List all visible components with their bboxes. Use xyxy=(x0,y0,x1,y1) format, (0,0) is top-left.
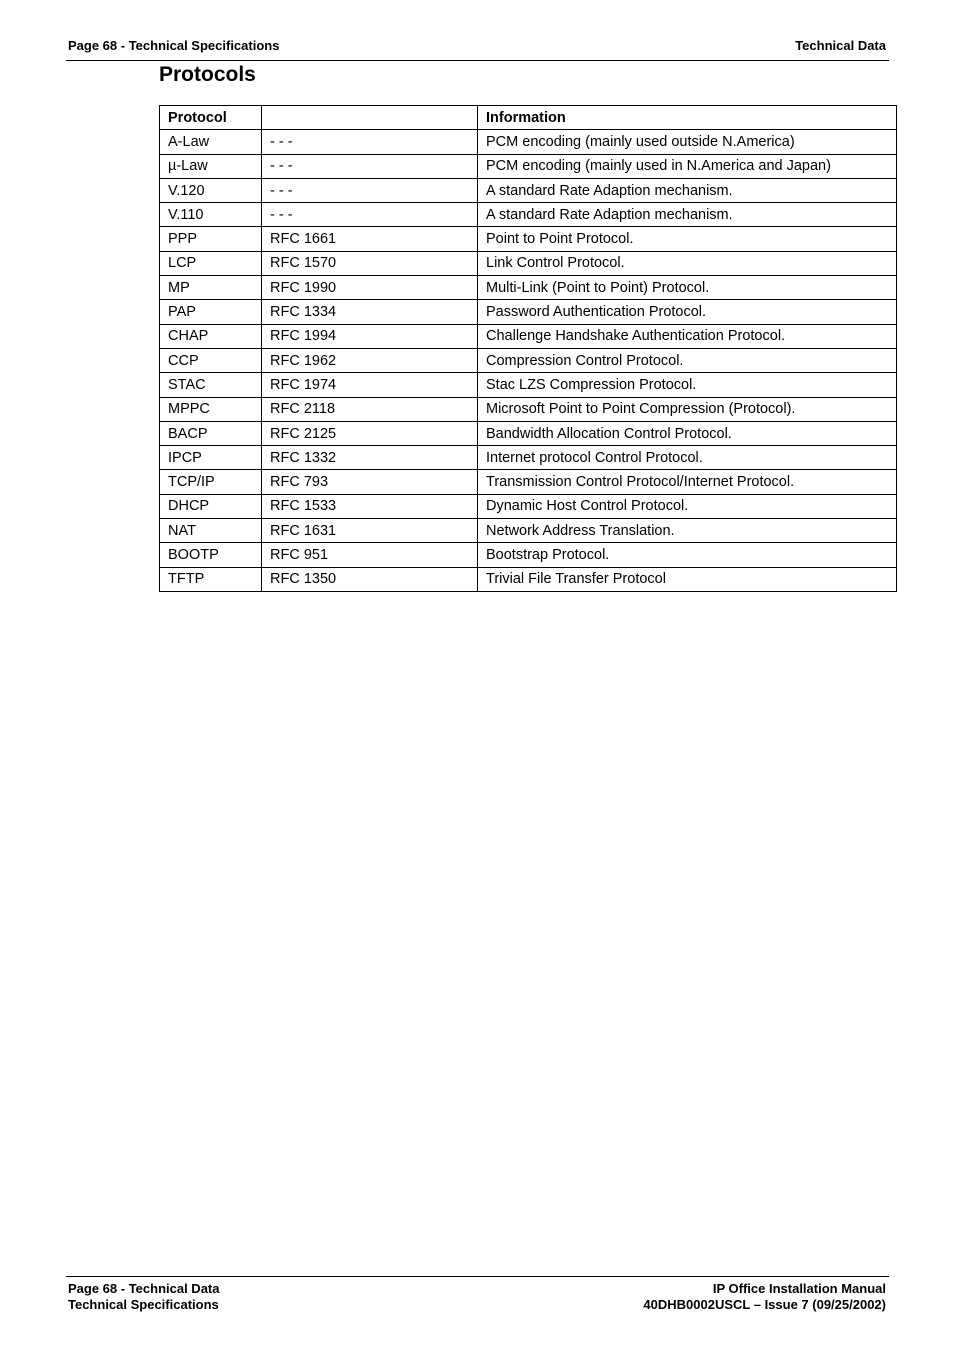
table-row xyxy=(160,227,897,251)
cell-information: Network Address Translation. xyxy=(478,519,897,543)
cell-protocol: MPPC xyxy=(160,397,262,421)
table-row xyxy=(160,543,897,567)
page-header-left: Page 68 - Technical Specifications xyxy=(68,38,280,53)
cell-reference: - - - xyxy=(262,130,478,154)
page-footer-left xyxy=(68,1281,220,1313)
table-row xyxy=(160,494,897,518)
cell-protocol: PPP xyxy=(160,227,262,251)
footer-left-line2: Technical Specifications xyxy=(68,1297,219,1312)
cell-protocol: V.110 xyxy=(160,203,262,227)
cell-reference: RFC 2125 xyxy=(262,421,478,445)
cell-protocol: LCP xyxy=(160,251,262,275)
cell-reference: RFC 1332 xyxy=(262,446,478,470)
table-row xyxy=(160,300,897,324)
cell-information: Point to Point Protocol. xyxy=(478,227,897,251)
cell-reference: RFC 951 xyxy=(262,543,478,567)
cell-information: Password Authentication Protocol. xyxy=(478,300,897,324)
footer-divider xyxy=(66,1276,889,1277)
cell-information: Dynamic Host Control Protocol. xyxy=(478,494,897,518)
cell-reference: - - - xyxy=(262,178,478,202)
cell-reference: RFC 1533 xyxy=(262,494,478,518)
cell-information: PCM encoding (mainly used outside N.America) xyxy=(478,130,897,154)
table-header-row xyxy=(160,106,897,130)
table-row xyxy=(160,373,897,397)
cell-protocol: DHCP xyxy=(160,494,262,518)
cell-information: PCM encoding (mainly used in N.America and Japan) xyxy=(478,154,897,178)
cell-protocol: IPCP xyxy=(160,446,262,470)
cell-protocol: TCP/IP xyxy=(160,470,262,494)
cell-protocol: CHAP xyxy=(160,324,262,348)
cell-information: Stac LZS Compression Protocol. xyxy=(478,373,897,397)
page-footer-right xyxy=(643,1281,886,1313)
cell-protocol: µ-Law xyxy=(160,154,262,178)
table-row xyxy=(160,421,897,445)
cell-protocol: V.120 xyxy=(160,178,262,202)
table-row xyxy=(160,178,897,202)
cell-reference: RFC 1570 xyxy=(262,251,478,275)
table-row xyxy=(160,251,897,275)
cell-protocol: NAT xyxy=(160,519,262,543)
table-row xyxy=(160,446,897,470)
cell-reference: RFC 1974 xyxy=(262,373,478,397)
table-row xyxy=(160,154,897,178)
footer-right-line1: IP Office Installation Manual xyxy=(712,1281,886,1296)
cell-information: Compression Control Protocol. xyxy=(478,348,897,372)
cell-protocol: CCP xyxy=(160,348,262,372)
footer-right-line2: 40DHB0002USCL – Issue 7 (09/25/2002) xyxy=(643,1297,886,1312)
cell-reference: RFC 1334 xyxy=(262,300,478,324)
table-row xyxy=(160,324,897,348)
table-row xyxy=(160,397,897,421)
cell-information: Trivial File Transfer Protocol xyxy=(478,567,897,591)
column-header-protocol: Protocol xyxy=(160,106,262,130)
page-header-right: Technical Data xyxy=(795,38,886,53)
table-row xyxy=(160,470,897,494)
cell-reference: RFC 2118 xyxy=(262,397,478,421)
table-row xyxy=(160,276,897,300)
header-divider xyxy=(66,60,889,61)
cell-information: Internet protocol Control Protocol. xyxy=(478,446,897,470)
cell-protocol: MP xyxy=(160,276,262,300)
protocols-table xyxy=(159,105,897,592)
cell-protocol: TFTP xyxy=(160,567,262,591)
column-header-information: Information xyxy=(478,106,897,130)
cell-reference: - - - xyxy=(262,203,478,227)
cell-protocol: STAC xyxy=(160,373,262,397)
footer-left-line1: Page 68 - Technical Data xyxy=(68,1281,220,1296)
cell-reference: - - - xyxy=(262,154,478,178)
column-header-reference xyxy=(262,106,478,130)
cell-reference: RFC 793 xyxy=(262,470,478,494)
cell-information: Bootstrap Protocol. xyxy=(478,543,897,567)
cell-information: Link Control Protocol. xyxy=(478,251,897,275)
cell-information: Multi-Link (Point to Point) Protocol. xyxy=(478,276,897,300)
cell-information: Transmission Control Protocol/Internet Protocol. xyxy=(478,470,897,494)
cell-protocol: BACP xyxy=(160,421,262,445)
table-row xyxy=(160,519,897,543)
cell-protocol: PAP xyxy=(160,300,262,324)
cell-information: Bandwidth Allocation Control Protocol. xyxy=(478,421,897,445)
cell-protocol: BOOTP xyxy=(160,543,262,567)
table-row xyxy=(160,130,897,154)
cell-reference: RFC 1962 xyxy=(262,348,478,372)
cell-reference: RFC 1631 xyxy=(262,519,478,543)
cell-reference: RFC 1661 xyxy=(262,227,478,251)
table-row xyxy=(160,567,897,591)
cell-reference: RFC 1994 xyxy=(262,324,478,348)
table-row xyxy=(160,203,897,227)
cell-information: A standard Rate Adaption mechanism. xyxy=(478,203,897,227)
cell-information: Microsoft Point to Point Compression (Protocol). xyxy=(478,397,897,421)
cell-reference: RFC 1350 xyxy=(262,567,478,591)
cell-information: Challenge Handshake Authentication Protocol. xyxy=(478,324,897,348)
section-title: Protocols xyxy=(159,63,256,86)
cell-protocol: A-Law xyxy=(160,130,262,154)
cell-information: A standard Rate Adaption mechanism. xyxy=(478,178,897,202)
table-row xyxy=(160,348,897,372)
cell-reference: RFC 1990 xyxy=(262,276,478,300)
